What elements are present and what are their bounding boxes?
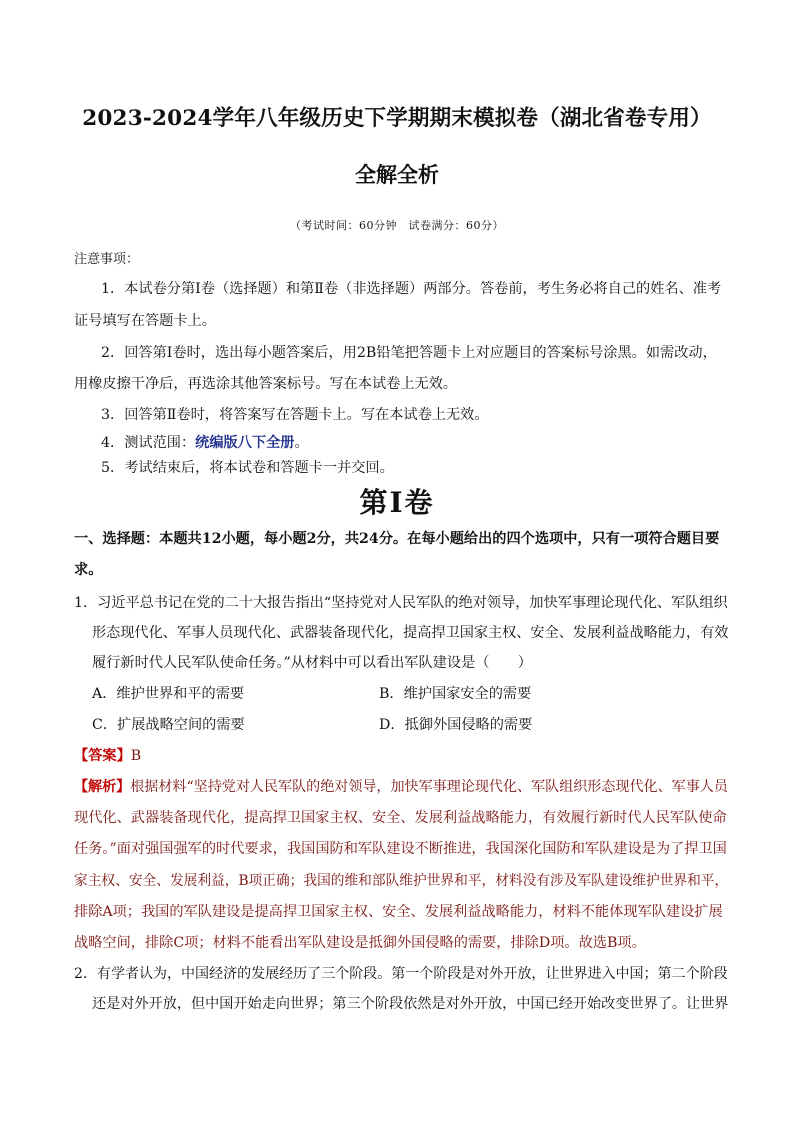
answer-label: 【答案】 (74, 748, 131, 764)
document-title: 2023-2024学年八年级历史下学期期末模拟卷（湖北省卷专用） (82, 106, 712, 131)
q1-analysis-line-4: 家主权、安全、发展利益，B项正确；我国的维和部队维护世界和平，材料没有涉及军队建设维护世界和平， (74, 873, 729, 889)
note-2-line-2: 用橡皮擦干净后，再选涂其他答案标号。写在本试卷上无效。 (74, 376, 458, 392)
q1-option-c: C．扩展战略空间的需要 (92, 717, 245, 733)
q1-analysis-line-6: 战略空间，排除C项；材料不能看出军队建设是抵御外国侵略的需要，排除D项。故选B项。 (74, 935, 646, 951)
notes-heading: 注意事项： (74, 252, 140, 267)
note-4-prefix: 4．测试范围： (101, 435, 196, 451)
note-1-line-1: 1．本试卷分第Ⅰ卷（选择题）和第Ⅱ卷（非选择题）两部分。答卷前，考生务必将自己的姓名、准考 (101, 281, 722, 297)
q1-stem-line-1: 1．习近平总书记在党的二十大报告指出“坚持党对人民军队的绝对领导，加快军事理论现代化、军队组织 (74, 595, 728, 611)
q1-analysis-line-3: 任务。”面对强国强军的时代要求，我国国防和军队建设不断推进，我国深化国防和军队建设是为了捍卫国 (74, 841, 727, 857)
answer-value: B (130, 748, 142, 764)
note-4 (101, 432, 309, 452)
note-2-line-1: 2．回答第Ⅰ卷时，选出每小题答案后，用2B铅笔把答题卡上对应题目的答案标号涂黑。如需改动， (101, 345, 717, 361)
q1-option-b: B．维护国家安全的需要 (379, 686, 532, 702)
note-1-line-2: 证号填写在答题卡上。 (74, 313, 216, 329)
note-4-suffix: 。 (294, 435, 309, 451)
volume-title: 第Ⅰ卷 (359, 486, 435, 519)
section-heading-label: 一、选择题： (74, 531, 160, 547)
q2-stem-line-2: 还是对外开放，但中国开始走向世界；第三个阶段依然是对外开放，中国已经开始改变世界了。让世界 (92, 996, 729, 1012)
note-3: 3．回答第Ⅱ卷时，将答案写在答题卡上。写在本试卷上无效。 (101, 407, 489, 423)
document-subtitle: 全解全析 (355, 162, 439, 187)
analysis-text-1: 根据材料“坚持党对人民军队的绝对领导，加快军事理论现代化、军队组织形态现代化、军事人员 (130, 779, 728, 795)
q1-analysis-line-1 (74, 776, 728, 796)
test-scope-text: 统编版八下全册 (195, 435, 295, 451)
section-heading-line-1 (74, 528, 719, 548)
section-heading-text: 本题共12小题，每小题2分，共24分。在每小题给出的四个选项中，只有一项符合题目要 (159, 531, 720, 547)
q2-stem-line-1: 2．有学者认为，中国经济的发展经历了三个阶段。第一个阶段是对外开放，让世界进入中国；第二个阶段 (74, 966, 728, 982)
q1-answer (74, 745, 141, 765)
q1-analysis-line-2: 现代化、武器装备现代化，提高捍卫国家主权、安全、发展利益战略能力，有效履行新时代人民军队使命 (74, 810, 727, 826)
analysis-label: 【解析】 (74, 779, 131, 795)
q1-analysis-line-5: 排除A项；我国的军队建设是提高捍卫国家主权、安全、发展利益战略能力，材料不能体现军队建设扩展 (74, 904, 723, 920)
q1-option-d: D．抵御外国侵略的需要 (379, 717, 533, 733)
section-heading-line-2: 求。 (74, 562, 103, 578)
q1-option-a: A．维护世界和平的需要 (92, 686, 245, 702)
note-5: 5．考试结束后，将本试卷和答题卡一并交回。 (101, 460, 394, 476)
exam-info: （考试时间：60分钟 试卷满分：60分） (290, 219, 504, 232)
q1-stem-line-3: 履行新时代人民军队使命任务。”从材料中可以看出军队建设是（ ） (92, 655, 532, 671)
q1-stem-line-2: 形态现代化、军事人员现代化、武器装备现代化，提高捍卫国家主权、安全、发展利益战略能力，有效 (92, 625, 729, 641)
